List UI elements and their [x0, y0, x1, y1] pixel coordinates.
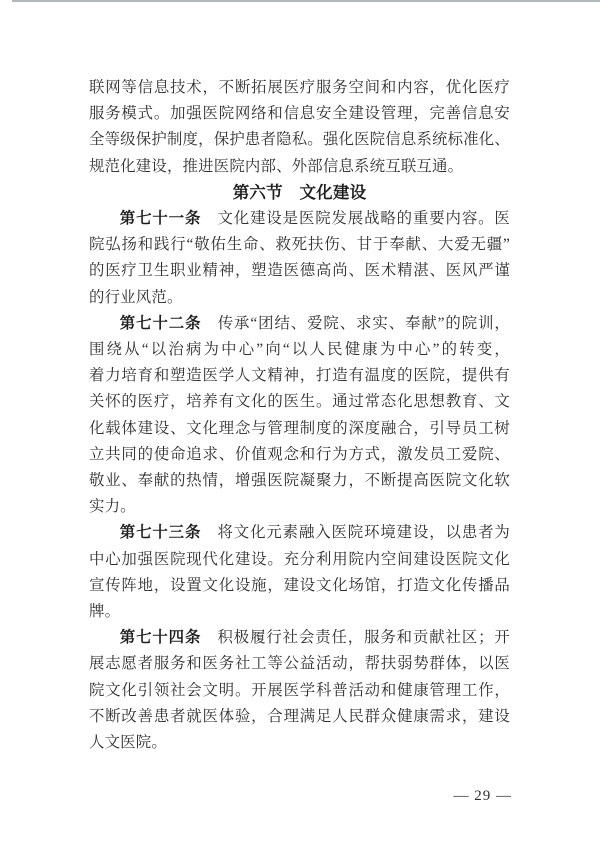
text-line: 联网等信息技术，不断拓展医疗服务空间和内容，优化医疗 [89, 79, 510, 96]
text-line: 关怀的医疗，培养有文化的医生。通过常态化思想教育、文 [89, 393, 510, 411]
article-number: 第七十三条 [119, 524, 202, 542]
text-line: 的医疗卫生职业精神，塑造医德高尚、医术精湛、医风严谨 [89, 262, 510, 280]
text-line: 围绕从“以治病为中心”向“以人民健康为中心”的转变， [89, 341, 510, 359]
text-line: 中心加强医院现代化建设。充分利用院内空间建设医院文化 [89, 550, 510, 568]
text-line: 化载体建设、文化理念与管理制度的深度融合，引导员工树 [89, 419, 510, 437]
text-line: 院弘扬和践行“敬佑生命、救死扶伤、甘于奉献、大爱无疆” [89, 236, 510, 254]
text-block [89, 75, 510, 756]
text-line: 宣传阵地，设置文化设施，建设文化场馆，打造文化传播品 [89, 576, 510, 594]
article-number: 第七十二条 [119, 314, 202, 332]
article-number: 第七十一条 [119, 210, 202, 228]
text-line: 着力培育和塑造医学人文精神，打造有温度的医院，提供有 [89, 367, 510, 385]
text-line: 敬业、奉献的热情，增强医院凝聚力，不断提高医院文化软 [89, 472, 510, 490]
text-line: 的行业风范。 [89, 288, 183, 306]
text-line: 全等级保护制度，保护患者隐私。强化医院信息系统标准化、 [89, 131, 510, 149]
text-line: 第七十二条 传承“团结、爱院、求实、奉献”的院训， [119, 314, 510, 332]
text-line: 立共同的使命追求、价值观念和行为方式，激发员工爱院、 [89, 445, 510, 463]
text-line: 规范化建设，推进医院内部、外部信息系统互联互通。 [89, 157, 464, 175]
text-line: 第七十一条 文化建设是医院发展战略的重要内容。医 [119, 210, 510, 228]
text-line: 服务模式。加强医院网络和信息安全建设管理，完善信息安 [89, 105, 510, 123]
text-line: 展志愿者服务和医务社工等公益活动，帮扶弱势群体，以医 [89, 655, 510, 673]
text-line: 院文化引领社会文明。开展医学科普活动和健康管理工作， [89, 681, 510, 699]
text-line: 不断改善患者就医体验，合理满足人民群众健康需求，建设 [89, 707, 510, 725]
page-top-edge [12, 0, 600, 2]
text-line: 牌。 [89, 603, 121, 621]
text-line: 第七十四条 积极履行社会责任，服务和贡献社区；开 [119, 629, 510, 647]
text-line: 实力。 [89, 498, 136, 516]
section-heading: 第六节 文化建设 [232, 182, 367, 202]
text-line: 人文医院。 [89, 734, 167, 752]
page-number: — 29 — [453, 788, 512, 804]
article-number: 第七十四条 [119, 629, 202, 647]
text-line: 第七十三条 将文化元素融入医院环境建设，以患者为 [119, 524, 510, 542]
